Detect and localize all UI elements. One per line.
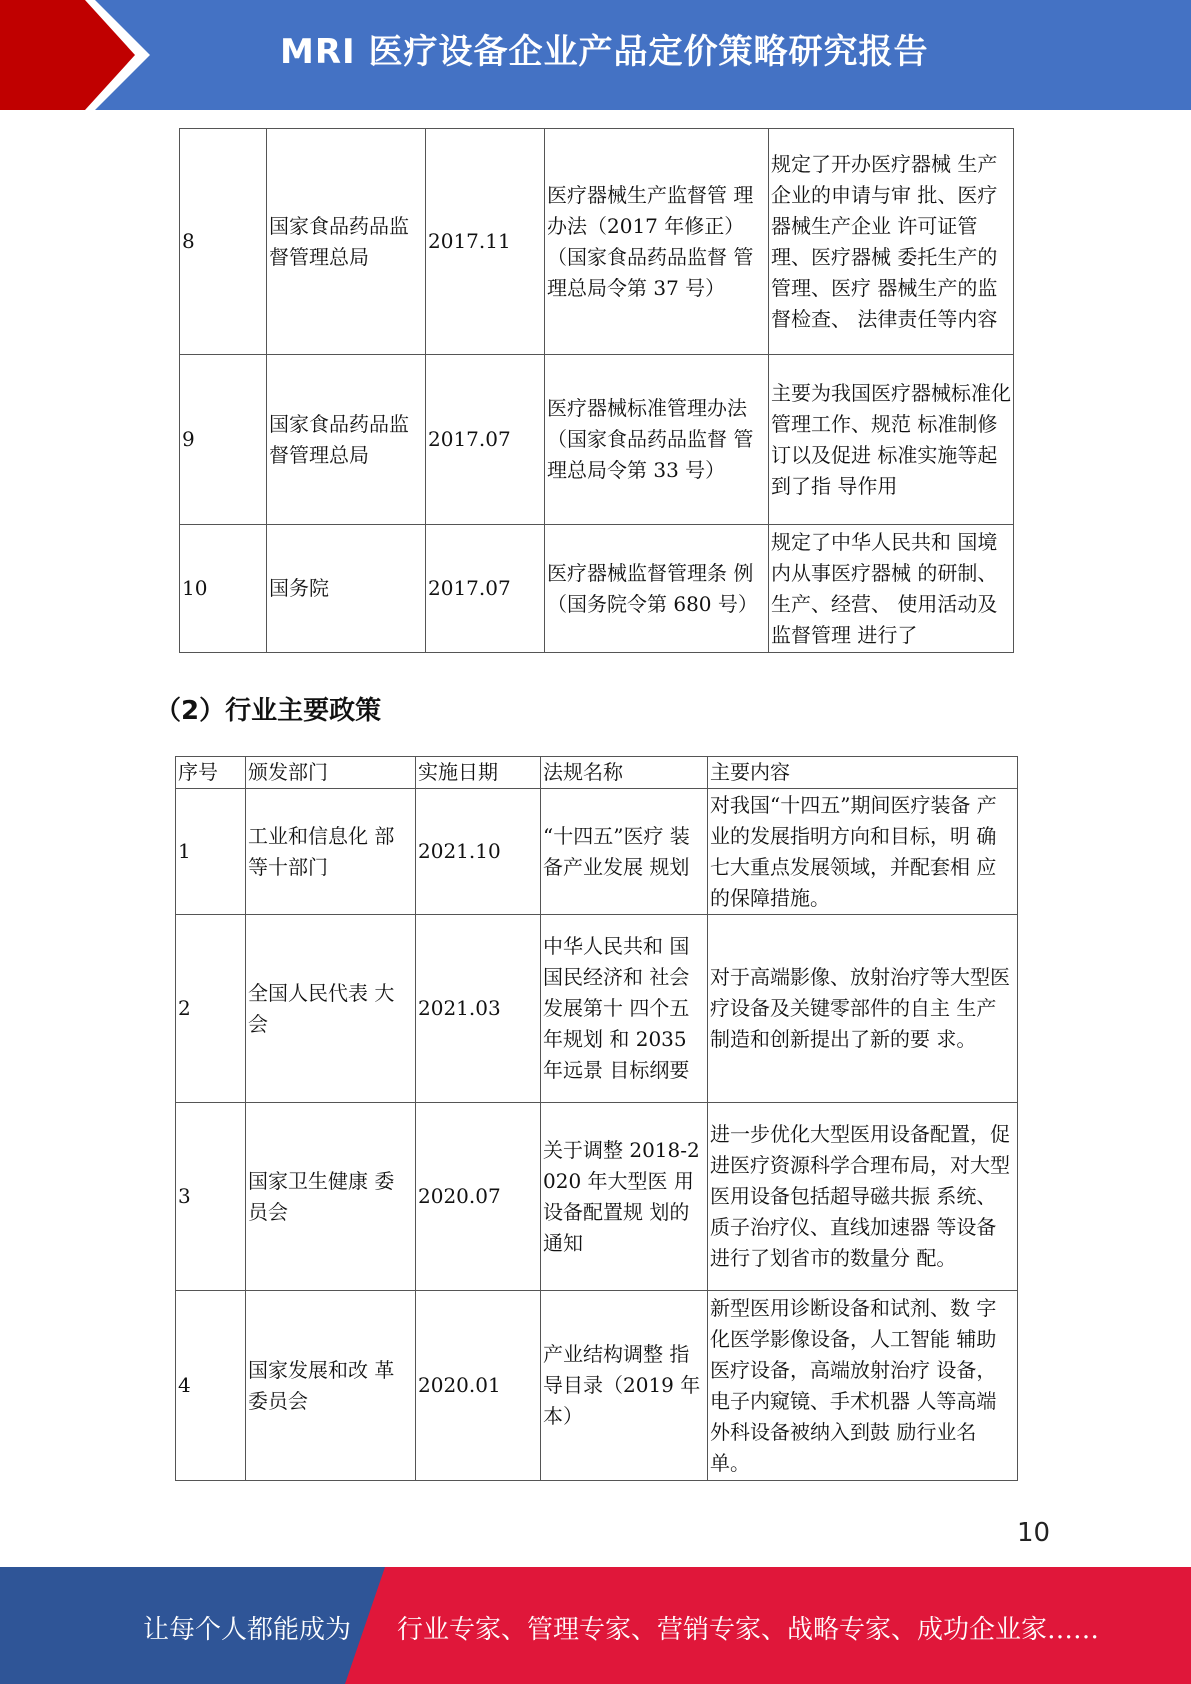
issuing-department: 国家卫生健康 委员会	[246, 1103, 416, 1291]
section-heading: （2）行业主要政策	[155, 696, 382, 726]
table-row	[176, 1291, 1018, 1481]
row-number: 10	[180, 525, 267, 653]
effective-date: 2021.10	[416, 789, 541, 915]
effective-date: 2020.01	[416, 1291, 541, 1481]
effective-date: 2017.07	[426, 355, 545, 525]
row-number: 8	[180, 129, 267, 355]
main-content: 进一步优化大型医用设备配置，促进医疗资源科学合理布局，对大型医用设备包括超导磁共振 系统、质子治疗仪、直线加速器 等设备进行了划省市的数量分 配。	[708, 1103, 1018, 1291]
footer-slogan-left: 让每个人都能成为	[143, 1615, 352, 1645]
page-header	[0, 0, 1191, 110]
column-header: 颁发部门	[246, 757, 416, 789]
row-number: 2	[176, 915, 246, 1103]
regulations-table-continued	[179, 128, 1014, 653]
table-row	[176, 789, 1018, 915]
column-header: 法规名称	[541, 757, 708, 789]
page-number: 10	[1017, 1518, 1051, 1548]
column-header: 主要内容	[708, 757, 1018, 789]
issuing-department: 全国人民代表 大会	[246, 915, 416, 1103]
row-number: 3	[176, 1103, 246, 1291]
table-row	[180, 525, 1014, 653]
issuing-department: 国家食品药品监督管理总局	[267, 355, 426, 525]
table-row	[176, 1103, 1018, 1291]
effective-date: 2017.07	[426, 525, 545, 653]
effective-date: 2021.03	[416, 915, 541, 1103]
column-header: 实施日期	[416, 757, 541, 789]
regulation-name: 中华人民共和 国国民经济和 社会发展第十 四个五年规划 和 2035 年远景 目标纲要	[541, 915, 708, 1103]
header-arrow-decoration	[0, 0, 150, 110]
main-content: 对我国“十四五”期间医疗装备 产业的发展指明方向和目标，明 确七大重点发展领域，并配套相 应的保障措施。	[708, 789, 1018, 915]
issuing-department: 国家食品药品监督管理总局	[267, 129, 426, 355]
regulation-name: 医疗器械生产监督管 理办法（2017 年修正） （国家食品药品监督 管理总局令第 37 号）	[545, 129, 769, 355]
footer-slogan-right: 行业专家、管理专家、营销专家、战略专家、成功企业家……	[397, 1615, 1100, 1645]
main-content: 对于高端影像、放射治疗等大型医疗设备及关键零部件的自主 生产制造和创新提出了新的要 求。	[708, 915, 1018, 1103]
regulation-name: 医疗器械标准管理办法 （国家食品药品监督 管理总局令第 33 号）	[545, 355, 769, 525]
table-row	[180, 129, 1014, 355]
regulation-name: “十四五”医疗 装备产业发展 规划	[541, 789, 708, 915]
main-content: 新型医用诊断设备和试剂、数 字化医学影像设备，人工智能 辅助医疗设备，高端放射治疗 设备，电子内窥镜、手术机器 人等高端外科设备被纳入到鼓 励行业名单。	[708, 1291, 1018, 1481]
issuing-department: 工业和信息化 部等十部门	[246, 789, 416, 915]
report-title: MRI 医疗设备企业产品定价策略研究报告	[280, 32, 929, 72]
table-row	[176, 915, 1018, 1103]
table-row	[180, 355, 1014, 525]
issuing-department: 国务院	[267, 525, 426, 653]
row-number: 9	[180, 355, 267, 525]
effective-date: 2017.11	[426, 129, 545, 355]
policies-table	[175, 756, 1018, 1481]
main-content: 规定了开办医疗器械 生产企业的申请与审 批、医疗器械生产企业 许可证管理、医疗器械 委托生产的管理、医疗 器械生产的监督检查、 法律责任等内容	[769, 129, 1014, 355]
effective-date: 2020.07	[416, 1103, 541, 1291]
regulation-name: 关于调整 2018-2020 年大型医 用设备配置规 划的通知	[541, 1103, 708, 1291]
regulation-name: 产业结构调整 指导目录（2019 年本）	[541, 1291, 708, 1481]
main-content: 规定了中华人民共和 国境内从事医疗器械 的研制、生产、经营、 使用活动及监督管理 进行了	[769, 525, 1014, 653]
issuing-department: 国家发展和改 革委员会	[246, 1291, 416, 1481]
row-number: 1	[176, 789, 246, 915]
regulation-name: 医疗器械监督管理条 例（国务院令第 680 号）	[545, 525, 769, 653]
column-header: 序号	[176, 757, 246, 789]
table-header-row	[176, 757, 1018, 789]
row-number: 4	[176, 1291, 246, 1481]
main-content: 主要为我国医疗器械标准化管理工作、规范 标准制修订以及促进 标准实施等起到了指 导作用	[769, 355, 1014, 525]
page-footer	[0, 1567, 1191, 1684]
